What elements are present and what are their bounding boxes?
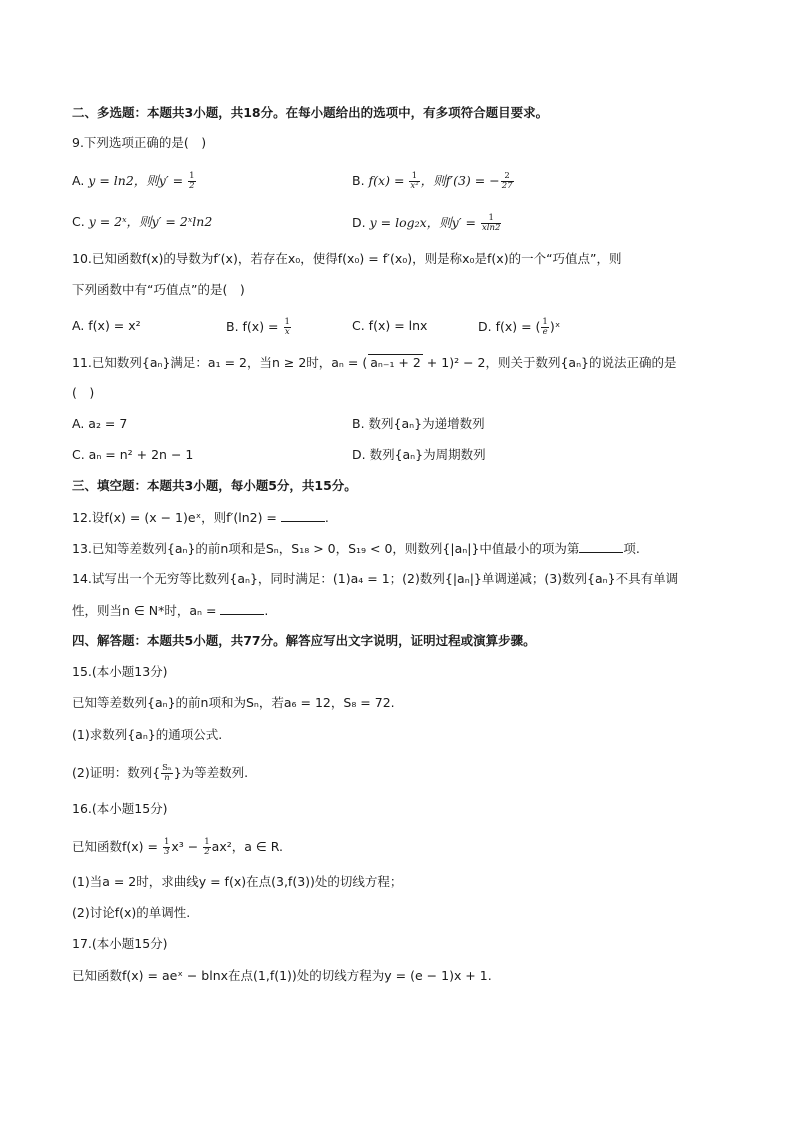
q15-stem: 已知等差数列{aₙ}的前n项和为Sₙ，若a₆ = 12，S₈ = 72. — [72, 695, 395, 710]
q16-stem: 已知函数f(x) = $\frac{1}{3}$ x³ − $\frac{1}{2}$ ax²，a ∈ R. — [72, 837, 283, 857]
q10-option-a[interactable]: A. f(x) = x² — [72, 318, 141, 333]
section-multi-choice-title: 二、多选题：本题共3小题，共18分。在每小题给出的选项中，有多项符合题目要求。 — [72, 105, 549, 120]
q9-option-a[interactable]: A. y = ln2，则y′ = $\frac{1}{2}$ — [72, 171, 195, 191]
q16-fraction-1: $\frac{1}{3}$ — [163, 837, 170, 857]
q9-d-fraction: $\frac{1}{xln2}$ — [481, 213, 501, 233]
q11-option-b[interactable]: B. 数列{aₙ}为递增数列 — [352, 416, 485, 431]
q16-head: 16.(本小题15分) — [72, 801, 168, 816]
q16-fraction-2: $\frac{1}{2}$ — [204, 837, 210, 857]
q9-option-b[interactable]: B. f(x) = $\frac{1}{\text{x²}}$ ，则f′(3) = − $\frac{2}{27}$ — [352, 171, 513, 191]
q9-b-fraction-2: $\frac{2}{27}$ — [501, 171, 513, 191]
section-fill-blank-title: 三、填空题：本题共3小题，每小题5分，共15分。 — [72, 478, 357, 493]
q9-a-fraction: $\frac{1}{2}$ — [189, 171, 195, 191]
q9-stem: 9.下列选项正确的是( ) — [72, 135, 207, 150]
q12: 12.设f(x) = (x − 1)eˣ，则f′(ln2) = . — [72, 510, 329, 525]
q11-stem-line2: ( ) — [72, 385, 95, 400]
q11-option-a[interactable]: A. a₂ = 7 — [72, 416, 128, 431]
q11-sqrt: aₙ₋₁ + 2 — [370, 355, 421, 370]
q11-option-d[interactable]: D. 数列{aₙ}为周期数列 — [352, 447, 486, 462]
q15-head: 15.(本小题13分) — [72, 664, 168, 679]
q15-part2: (2)证明：数列{ $\frac{\text{Sₙ}}{n}$ }为等差数列. — [72, 763, 249, 783]
q10-stem-line2: 下列函数中有“巧值点”的是( ) — [72, 282, 245, 297]
q14-line1: 14.试写出一个无穷等比数列{aₙ}，同时满足：(1)a₄ = 1；(2)数列{|aₙ|}单调递减；(3)数列{aₙ}不具有单调 — [72, 571, 679, 586]
q10-option-d[interactable]: D. f(x) = ( $\frac{1}{e}$ )ˣ — [478, 317, 561, 337]
q17-head: 17.(本小题15分) — [72, 936, 168, 951]
q15-fraction: $\frac{\text{Sₙ}}{n}$ — [162, 763, 172, 783]
q11-stem-line1: 11.已知数列{aₙ}满足：a₁ = 2，当n ≥ 2时，aₙ = ( aₙ₋₁ + 2 + 1)² − 2，则关于数列{aₙ}的说法正确的是 — [72, 355, 677, 370]
section-solve-title: 四、解答题：本题共5小题，共77分。解答应写出文字说明，证明过程或演算步骤。 — [72, 633, 536, 648]
q9-b-fraction-1: $\frac{1}{\text{x²}}$ — [410, 171, 419, 191]
q12-answer-blank[interactable] — [281, 509, 325, 522]
q10-b-fraction: $\frac{1}{x}$ — [284, 317, 290, 337]
q13: 13.已知等差数列{aₙ}的前n项和是Sₙ，S₁₈ > 0，S₁₉ < 0，则数列{|aₙ|}中值最小的项为第 项. — [72, 541, 640, 556]
q14-line2: 性，则当n ∈ N*时，aₙ = . — [72, 603, 269, 618]
q10-d-fraction: $\frac{1}{e}$ — [542, 317, 548, 337]
q17-stem: 已知函数f(x) = aeˣ − blnx在点(1,f(1))处的切线方程为y = (e − 1)x + 1. — [72, 968, 492, 983]
q14-answer-blank[interactable] — [220, 602, 264, 615]
q10-option-c[interactable]: C. f(x) = lnx — [352, 318, 428, 333]
q13-answer-blank[interactable] — [579, 540, 623, 553]
q9-option-c[interactable]: C. y = 2ˣ，则y′ = 2ˣln2 — [72, 214, 213, 229]
q10-option-b[interactable]: B. f(x) = $\frac{1}{x}$ — [226, 317, 290, 337]
q16-part1: (1)当a = 2时，求曲线y = f(x)在点(3,f(3))处的切线方程； — [72, 874, 403, 889]
q10-stem-line1: 10.已知函数f(x)的导数为f′(x)，若存在x₀，使得f(x₀) = f′(x₀)，则是称x₀是f(x)的一个“巧值点”，则 — [72, 251, 622, 266]
q9-option-d[interactable]: D. y = log₂x，则y′ = $\frac{1}{xln2}$ — [352, 213, 501, 233]
q11-option-c[interactable]: C. aₙ = n² + 2n − 1 — [72, 447, 194, 462]
q15-part1: (1)求数列{aₙ}的通项公式. — [72, 727, 223, 742]
q16-part2: (2)讨论f(x)的单调性. — [72, 905, 191, 920]
